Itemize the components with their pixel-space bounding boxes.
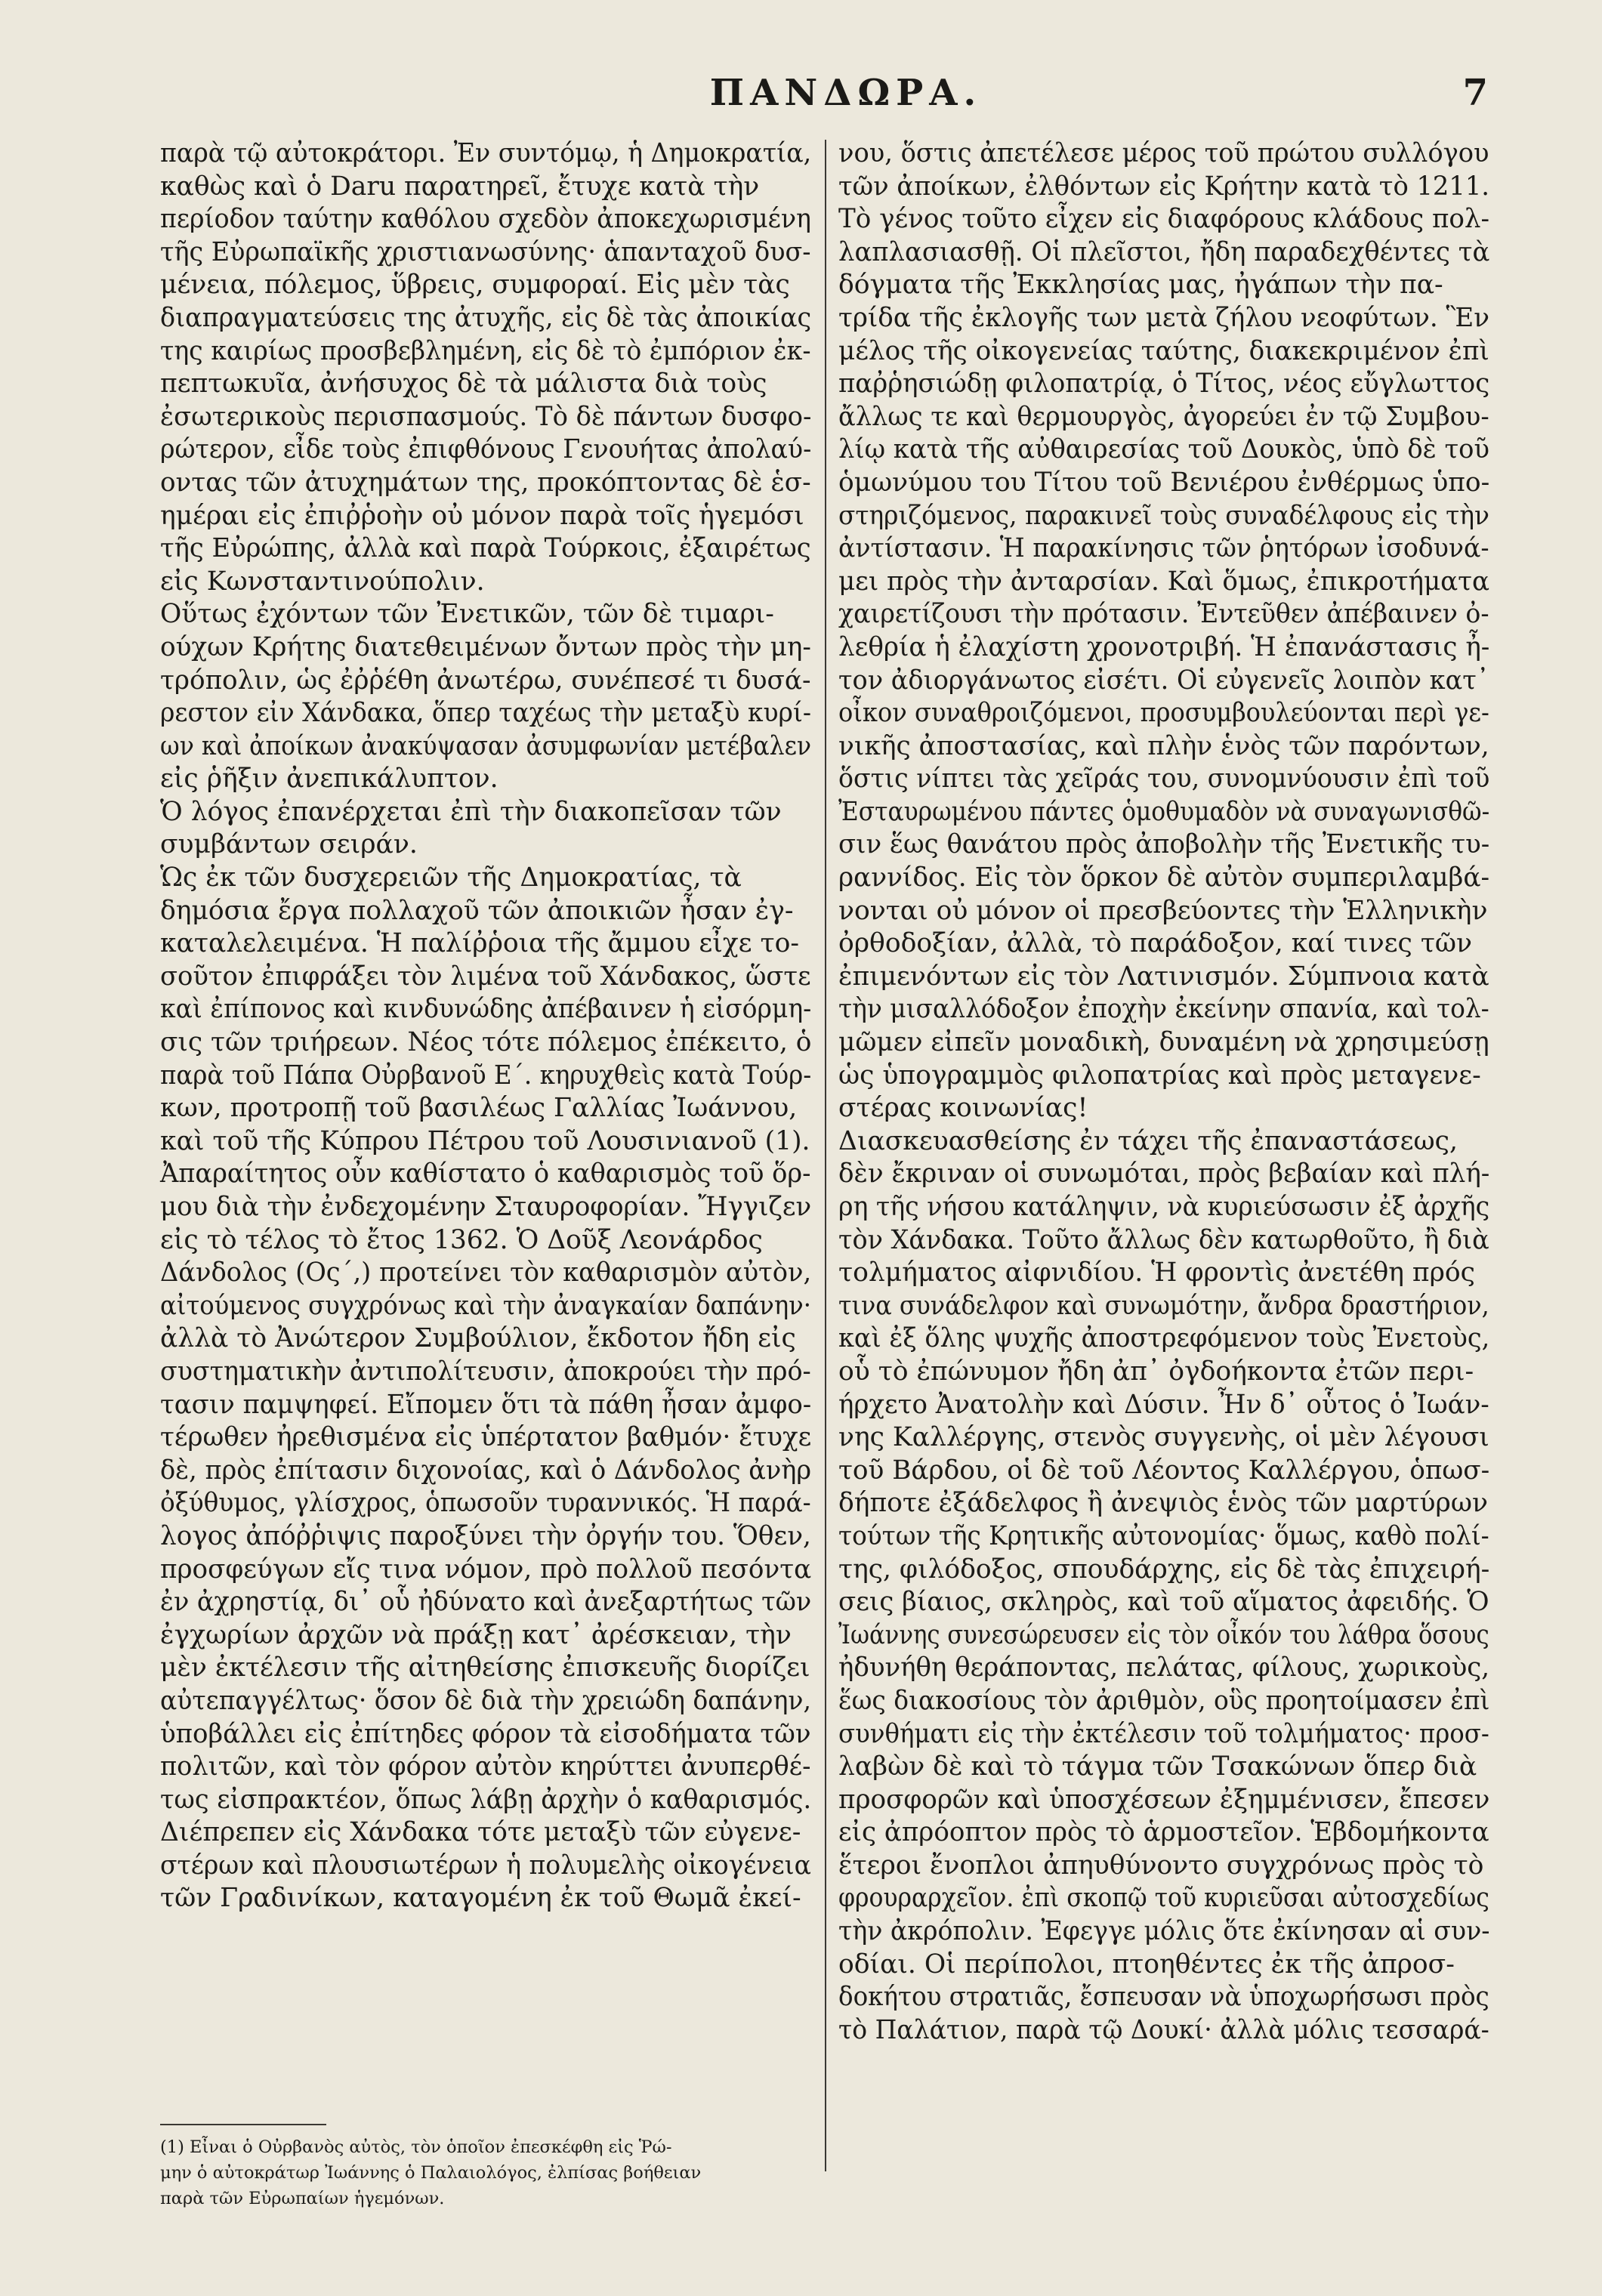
text-line: νης Καλλέργης, στενὸς συγγενὴς, οἱ μὲν λέγουσι (838, 1422, 1489, 1453)
text-line: μέλος τῆς οἰκογενείας ταύτης, διακεκριμένον ἐπὶ (838, 335, 1489, 366)
text-line: τέρωθεν ἠρεθισμένα εἰς ὑπέρτατον βαθμόν· ἔτυχε (160, 1422, 812, 1453)
text-line: παῤῥησιώδῃ φιλοπατρίᾳ, ὁ Τίτος, νέος εὔγλωττος (838, 369, 1490, 400)
text-line: περίοδον ταύτην καθόλου σχεδὸν ἀποκεχωρισμένη (160, 204, 811, 235)
text-line: ἕως διακοσίους τὸν ἀριθμὸν, οὓς προητοίμασεν ἐπὶ (838, 1685, 1490, 1716)
text-line: ἠδυνήθη θεράποντας, πελάτας, φίλους, χωρικοὺς, (838, 1653, 1490, 1683)
text-line: τινα συνάδελφον καὶ συνωμότην, ἄνδρα δραστήριον, (838, 1290, 1489, 1321)
text-line: συμβάντων σειράν. (160, 829, 418, 860)
text-line: τῶν Γραδινίκων, καταγομένη ἐκ τοῦ Θωμᾶ ἐκεί- (160, 1883, 801, 1914)
text-line: ὀρθοδοξίαν, ἀλλὰ, τὸ παράδοξον, καί τινες τῶν (838, 928, 1473, 959)
text-line: προσφεύγων εἴς τινα νόμον, πρὸ πολλοῦ πεσόντα (160, 1554, 812, 1585)
text-line: Τὸ γένος τοῦτο εἶχεν εἰς διαφόρους κλάδους πολ- (838, 204, 1490, 235)
footnote-divider (160, 2124, 326, 2125)
text-line: τον ἀδιοργάνωτος εἰσέτι. Οἱ εὐγενεῖς λοιπὸν κατ᾽ (838, 665, 1489, 696)
text-line: δήποτε ἐξάδελφος ἢ ἀνεψιὸς ἑνὸς τῶν μαρτύρων (838, 1488, 1488, 1519)
text-line: λεθρία ἡ ἐλαχίστη χρονοτριβή. Ἡ ἐπανάστασις ἦ- (838, 631, 1490, 662)
text-line: της καιρίως προσβεβλημένη, εἰς δὲ τὸ ἐμπόριον ἐκ- (160, 335, 811, 366)
text-line: ἄλλως τε καὶ θερμουργὸς, ἀγορεύει ἐν τῷ Συμβου- (838, 401, 1489, 432)
text-line: λογος ἀπόῤῥιψις παροξύνει τὴν ὀργήν του. Ὅθεν, (160, 1520, 811, 1551)
text-line: τὴν ἀκρόπολιν. Ἐφεγγε μόλις ὅτε ἐκίνησαν αἱ συν- (838, 1916, 1490, 1947)
text-line: στηριζόμενος, παρακινεῖ τοὺς συναδέλφους εἰς τὴν (838, 500, 1489, 531)
text-line: τρόπολιν, ὡς ἐῤῥέθη ἀνωτέρω, συνέπεσέ τι δυσά- (160, 665, 811, 696)
text-line: τῆς Εὐρωπαϊκῆς χριστιανωσύνης· ἁπανταχοῦ δυσ- (160, 236, 811, 267)
text-line: συστηματικὴν ἀντιπολίτευσιν, ἀποκρούει τὴν πρό- (160, 1356, 811, 1387)
text-line: δημόσια ἔργα πολλαχοῦ τῶν ἀποικιῶν ἦσαν ἐγ- (160, 895, 794, 926)
text-line: τὸν Χάνδακα. Τοῦτο ἄλλως δὲν κατωρθοῦτο, ἢ διὰ (838, 1224, 1489, 1255)
text-line: δόγματα τῆς Ἐκκλησίας μας, ἠγάπων τὴν πα- (838, 270, 1443, 301)
text-line: προσφορῶν καὶ ὑποσχέσεων ἐξημμένισεν, ἔπεσεν (838, 1784, 1490, 1815)
text-line: εἰς ἀπρόοπτον πρὸς τὸ ἁρμοστεῖον. Ἑβδομήκοντα (838, 1817, 1489, 1848)
text-line: σοῦτον ἐπιφράξει τὸν λιμένα τοῦ Χάνδακος, ὥστε (160, 961, 811, 992)
text-line: εἰς τὸ τέλος τὸ ἔτος 1362. Ὁ Δοῦξ Λεονάρδος (160, 1224, 763, 1255)
text-line: Ὁ λόγος ἐπανέρχεται ἐπὶ τὴν διακοπεῖσαν τῶν (160, 796, 782, 827)
text-line: τοῦ Βάρδου, οἱ δὲ τοῦ Λέοντος Καλλέργου, ὁπωσ- (838, 1455, 1490, 1486)
footnotes (160, 2134, 811, 2211)
text-line: χαιρετίζουσι τὴν πρότασιν. Ἐντεῦθεν ἀπέβαινεν ὀ- (838, 599, 1489, 630)
text-line: δοκήτου στρατιᾶς, ἔσπευσαν νὰ ὑποχωρήσωσι πρὸς (838, 1982, 1489, 2013)
text-line: ων καὶ ἀποίκων ἀνακύψασαν ἀσυμφωνίαν μετέβαλεν (160, 730, 812, 761)
text-line: ούχων Κρήτης διατεθειμένων ὄντων πρὸς τὴν μη- (160, 631, 811, 662)
footnote-line: μην ὁ αὐτοκράτωρ Ἰωάννης ὁ Παλαιολόγος, ἐλπίσας βοήθειαν (160, 2163, 702, 2183)
text-line: αὐτεπαγγέλτως· ὅσον δὲ διὰ τὴν χρειώδη δαπάνην, (160, 1685, 811, 1716)
journal-title: ΠΑΝΔΩΡΑ. (709, 72, 983, 114)
page-number: 7 (1462, 72, 1488, 114)
text-line: λαπλασιασθῇ. Οἱ πλεῖστοι, ἤδη παραδεχθέντες τὰ (838, 236, 1490, 267)
text-line: οὗ τὸ ἐπώνυμον ἤδη ἀπ᾽ ὀγδοήκοντα ἐτῶν περι- (838, 1356, 1474, 1387)
text-line: ἐσωτερικοὺς περισπασμούς. Τὸ δὲ πάντων δυσφο- (160, 401, 812, 432)
text-line: της, φιλόδοξος, σπουδάρχης, εἰς δὲ τὰς ἐπιχειρή- (838, 1554, 1490, 1585)
text-line: τὸ Παλάτιον, παρὰ τῷ Δουκί· ἀλλὰ μόλις τεσσαρά- (838, 2014, 1489, 2045)
text-line: δὲν ἔκριναν οἱ συνωμόται, πρὸς βεβαίαν καὶ πλή- (838, 1159, 1490, 1190)
left-column (160, 137, 811, 1915)
text-line: ρώτερον, εἶδε τοὺς ἐπιφθόνους Γενουήτας ἀπολαύ- (160, 434, 812, 465)
text-line: ὑποβάλλει εἰς ἐπίτηδες φόρον τὰ εἰσοδήματα τῶν (160, 1718, 811, 1749)
text-line: αἰτούμενος συγχρόνως καὶ τὴν ἀναγκαίαν δαπάνην· (160, 1290, 811, 1321)
text-line: διαπραγματεύσεις της ἀτυχῆς, εἰς δὲ τὰς ἀποικίας (160, 302, 812, 333)
text-line: καθὼς καὶ ὁ Daru παρατηρεῖ, ἔτυχε κατὰ τὴν (160, 171, 760, 202)
text-line: τως εἰσπρακτέον, ὅπως λάβῃ ἀρχὴν ὁ καθαρισμός. (160, 1784, 812, 1815)
text-line: μου διὰ τὴν ἐνδεχομένην Σταυροφορίαν. Ἤγγιζεν (160, 1192, 812, 1222)
text-line: φρουραρχεῖον. ἐπὶ σκοπῷ τοῦ κυριεῦσαι αὐτοσχεδίως (838, 1883, 1489, 1914)
text-line: Δάνδολος (Ος΄,) προτείνει τὸν καθαρισμὸν αὐτὸν, (160, 1258, 812, 1288)
text-line: τρίδα τῆς ἐκλογῆς των μετὰ ζήλου νεοφύτων. Ἓν (838, 302, 1490, 333)
text-line: Διέπρεπεν εἰς Χάνδακα τότε μεταξὺ τῶν εὐγενε- (160, 1817, 801, 1848)
text-line: σιν ἕως θανάτου πρὸς ἀποβολὴν τῆς Ἐνετικῆς τυ- (838, 829, 1490, 860)
text-line: στέρας κοινωνίας! (838, 1093, 1088, 1124)
text-line: καταλελειμένα. Ἡ παλίῤῥοια τῆς ἄμμου εἶχε το- (160, 928, 799, 959)
text-line: λίῳ κατὰ τῆς αὐθαιρεσίας τοῦ Δουκὸς, ὑπὸ δὲ τοῦ (838, 434, 1489, 465)
text-line: οἶκον συναθροιζόμενοι, προσυμβουλεύονται περὶ γε- (838, 698, 1489, 729)
text-line: δὲ, πρὸς ἐπίτασιν διχονοίας, καὶ ὁ Δάνδολος ἀνὴρ (160, 1455, 812, 1486)
text-line: σεις βίαιος, σκληρὸς, καὶ τοῦ αἵματος ἀφειδής. Ὁ (838, 1587, 1489, 1618)
text-line: μὲν ἐκτέλεσιν τῆς αἰτηθείσης ἐπισκευῆς διορίζει (160, 1653, 810, 1683)
text-line: Διασκευασθείσης ἐν τάχει τῆς ἐπαναστάσεως, (838, 1125, 1458, 1156)
text-line: νου, ὅστις ἀπετέλεσε μέρος τοῦ πρώτου συλλόγου (838, 138, 1489, 168)
text-line: οντας τῶν ἀτυχημάτων της, προκόπτοντας δὲ ἑσ- (160, 467, 811, 498)
text-line: ραννίδος. Εἰς τὸν ὅρκον δὲ αὐτὸν συμπεριλαμβά- (838, 863, 1490, 893)
text-line: τὴν μισαλλόδοξον ἐποχὴν ἐκείνην σπανία, καὶ τολ- (838, 994, 1489, 1025)
text-line: σις τῶν τριήρεων. Νέος τότε πόλεμος ἐπέκειτο, ὁ (160, 1027, 812, 1058)
text-line: Ἰωάννης συνεσώρευσεν εἰς τὸν οἶκόν του λάθρα ὅσους (838, 1619, 1489, 1650)
text-line: ὅστις νίπτει τὰς χεῖράς του, συνομνύουσιν ἐπὶ τοῦ (838, 764, 1490, 795)
text-line: λαβὼν δὲ καὶ τὸ τάγμα τῶν Τσακώνων ὅπερ διὰ (838, 1751, 1477, 1782)
text-line: ἀντίστασιν. Ἡ παρακίνησις τῶν ῥητόρων ἰσοδυνά- (838, 533, 1489, 564)
text-line: μένεια, πόλεμος, ὕβρεις, συμφοραί. Εἰς μὲν τὰς (160, 270, 790, 301)
text-line: πεπτωκυῖα, ἀνήσυχος δὲ τὰ μάλιστα διὰ τοὺς (160, 369, 767, 400)
text-line: πολιτῶν, καὶ τὸν φόρον αὐτὸν κηρύττει ἀνυπερθέ- (160, 1751, 811, 1782)
text-line: ρεστον εἰν Χάνδακα, ὅπερ ταχέως τὴν μεταξὺ κυρί- (160, 698, 812, 729)
text-line: Ὡς ἐκ τῶν δυσχερειῶν τῆς Δημοκρατίας, τὰ (160, 863, 742, 893)
text-line: ἐν ἀχρηστίᾳ, δι᾽ οὗ ἠδύνατο καὶ ἀνεξαρτήτως τῶν (160, 1587, 812, 1618)
text-line: Οὕτως ἐχόντων τῶν Ἐνετικῶν, τῶν δὲ τιμαρι- (160, 599, 774, 630)
text-line: τῆς Εὐρώπης, ἀλλὰ καὶ παρὰ Τούρκοις, ἐξαιρέτως (160, 533, 811, 564)
text-line: νικῆς ἀποστασίας, καὶ πλὴν ἑνὸς τῶν παρόντων, (838, 730, 1489, 761)
text-line: ημέραι εἰς ἐπιῤῥοὴν οὐ μόνον παρὰ τοῖς ἡγεμόσι (160, 500, 804, 531)
text-line: ὁμωνύμου του Τίτου τοῦ Βενιέρου ἐνθέρμως ὑπο- (838, 467, 1490, 498)
text-line: μει πρὸς τὴν ἀνταρσίαν. Καὶ ὅμως, ἐπικροτήματα (838, 566, 1490, 597)
text-line: παρὰ τῷ αὐτοκράτορι. Ἐν συντόμῳ, ἡ Δημοκρατία, (160, 138, 812, 168)
text-line: τῶν ἀποίκων, ἐλθόντων εἰς Κρήτην κατὰ τὸ 1211. (838, 171, 1489, 202)
text-line: τασιν παμψηφεί. Εἴπομεν ὅτι τὰ πάθη ἦσαν ἀμφο- (160, 1389, 812, 1420)
text-line: Ἐσταυρωμένου πάντες ὁμοθυμαδὸν νὰ συναγωνισθῶ- (838, 796, 1490, 827)
text-line: τούτων τῆς Κρητικῆς αὐτονομίας· ὅμως, καθὸ πολί- (838, 1520, 1489, 1551)
text-line: εἰς Κωνσταντινούπολιν. (160, 566, 485, 597)
text-line: ἀλλὰ τὸ Ἀνώτερον Συμβούλιον, ἔκδοτον ἤδη εἰς (160, 1323, 796, 1354)
text-line: καὶ ἐπίπονος καὶ κινδυνώδης ἀπέβαινεν ἡ εἰσόρμη- (160, 994, 812, 1025)
text-line: ὡς ὑπογραμμὸς φιλοπατρίας καὶ πρὸς μεταγενε- (838, 1060, 1481, 1091)
text-line: καὶ ἐξ ὅλης ψυχῆς ἀποστρεφόμενον τοὺς Ἐνετοὺς, (838, 1323, 1490, 1354)
text-line: ὀξύθυμος, γλίσχρος, ὁπωσοῦν τυραννικός. Ἡ παρά- (160, 1488, 811, 1519)
text-line: τολμήματος αἰφνιδίου. Ἡ φροντὶς ἀνετέθη πρός (838, 1258, 1475, 1288)
text-line: κων, προτροπῇ τοῦ βασιλέως Γαλλίας Ἰωάννου, (160, 1093, 798, 1124)
right-column (838, 137, 1489, 2047)
footnote-line: παρὰ τῶν Εὐρωπαίων ἡγεμόνων. (160, 2189, 445, 2208)
text-line: ἐπιμενόντων εἰς τὸν Λατινισμόν. Σύμπνοια κατὰ (838, 961, 1489, 992)
text-line: νονται οὐ μόνον οἱ πρεσβεύοντες τὴν Ἑλληνικὴν (838, 895, 1488, 926)
text-line: οδίαι. Οἱ περίπολοι, πτοηθέντες ἐκ τῆς ἀπροσ- (838, 1949, 1455, 1980)
text-line: ρη τῆς νήσου κατάληψιν, νὰ κυριεύσωσιν ἐξ ἀρχῆς (838, 1192, 1490, 1222)
text-line: ἐγχωρίων ἀρχῶν νὰ πράξῃ κατ᾽ ἀρέσκειαν, τὴν (160, 1619, 792, 1650)
text-line: ἕτεροι ἔνοπλοι ἀπηυθύνοντο συγχρόνως πρὸς τὸ (838, 1850, 1484, 1881)
column-divider (825, 140, 826, 2171)
text-line: καὶ τοῦ τῆς Κύπρου Πέτρου τοῦ Λουσινιανοῦ (1). (160, 1125, 810, 1156)
text-line: Ἀπαραίτητος οὖν καθίστατο ὁ καθαρισμὸς τοῦ ὅρ- (160, 1159, 811, 1190)
page-header (0, 72, 1602, 125)
text-line: εἰς ῥῆξιν ἀνεπικάλυπτον. (160, 764, 499, 795)
footnote-line: (1) Εἶναι ὁ Οὐρβανὸς αὐτὸς, τὸν ὁποῖον ἐπεσκέφθη εἰς Ῥώ- (160, 2137, 672, 2157)
text-line: στέρων καὶ πλουσιωτέρων ἡ πολυμελὴς οἰκογένεια (160, 1850, 811, 1881)
text-line: μῶμεν εἰπεῖν μοναδικὴ, δυναμένη νὰ χρησιμεύσῃ (838, 1027, 1489, 1058)
text-line: συνθήματι εἰς τὴν ἐκτέλεσιν τοῦ τολμήματος· προσ- (838, 1718, 1489, 1749)
text-line: παρὰ τοῦ Πάπα Οὐρβανοῦ Ε΄. κηρυχθεὶς κατὰ Τούρ- (160, 1060, 812, 1091)
text-line: ήρχετο Ἀνατολὴν καὶ Δύσιν. Ἦν δ᾽ οὗτος ὁ Ἰωάν- (838, 1389, 1489, 1420)
